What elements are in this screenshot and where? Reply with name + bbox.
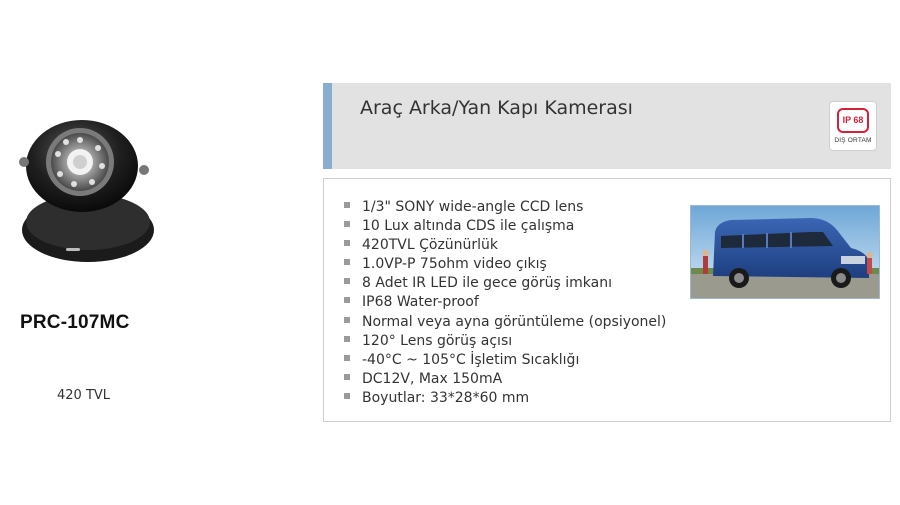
feature-text: -40°C ~ 105°C İşletim Sıcaklığı	[362, 351, 580, 368]
feature-text: 8 Adet IR LED ile gece görüş imkanı	[362, 275, 612, 292]
bullet-icon	[344, 297, 350, 303]
bullet-icon	[344, 202, 350, 208]
ip-rating-badge	[829, 101, 877, 151]
page-title: Araç Arka/Yan Kapı Kamerası	[360, 97, 633, 119]
list-item	[344, 255, 666, 274]
bullet-icon	[344, 374, 350, 380]
bullet-icon	[344, 259, 350, 265]
list-item	[344, 198, 666, 217]
product-header	[323, 83, 891, 169]
camera-product-image	[18, 118, 158, 268]
ip-rating-label: IP 68	[837, 108, 869, 133]
feature-text: 120° Lens görüş açısı	[362, 332, 513, 349]
list-item	[344, 389, 666, 408]
bullet-icon	[344, 240, 350, 246]
bullet-icon	[344, 336, 350, 342]
list-item	[344, 274, 666, 293]
product-resolution: 420 TVL	[57, 388, 111, 403]
feature-text: Normal veya ayna görüntüleme (opsiyonel)	[362, 313, 667, 330]
bullet-icon	[344, 317, 350, 323]
list-item	[344, 370, 666, 389]
ip-rating-subtitle: DIŞ ORTAM	[834, 137, 872, 144]
feature-text: 1/3" SONY wide-angle CCD lens	[362, 199, 584, 215]
bullet-icon	[344, 355, 350, 361]
bullet-icon	[344, 221, 350, 227]
feature-text: 10 Lux altında CDS ile çalışma	[362, 218, 575, 235]
feature-text: IP68 Water-proof	[362, 294, 479, 311]
feature-text: 420TVL Çözünürlük	[362, 237, 499, 254]
list-item	[344, 332, 666, 351]
bullet-icon	[344, 393, 350, 399]
feature-list	[344, 198, 666, 408]
feature-text: Boyutlar: 33*28*60 mm	[362, 389, 530, 406]
product-model: PRC-107MC	[20, 312, 130, 333]
list-item	[344, 293, 666, 312]
list-item	[344, 313, 666, 332]
feature-panel	[323, 178, 891, 422]
feature-text: DC12V, Max 150mA	[362, 370, 503, 387]
list-item	[344, 217, 666, 236]
list-item	[344, 236, 666, 255]
bullet-icon	[344, 278, 350, 284]
list-item	[344, 351, 666, 370]
feature-text: 1.0VP-P 75ohm video çıkış	[362, 256, 547, 273]
vehicle-photo	[690, 205, 880, 299]
